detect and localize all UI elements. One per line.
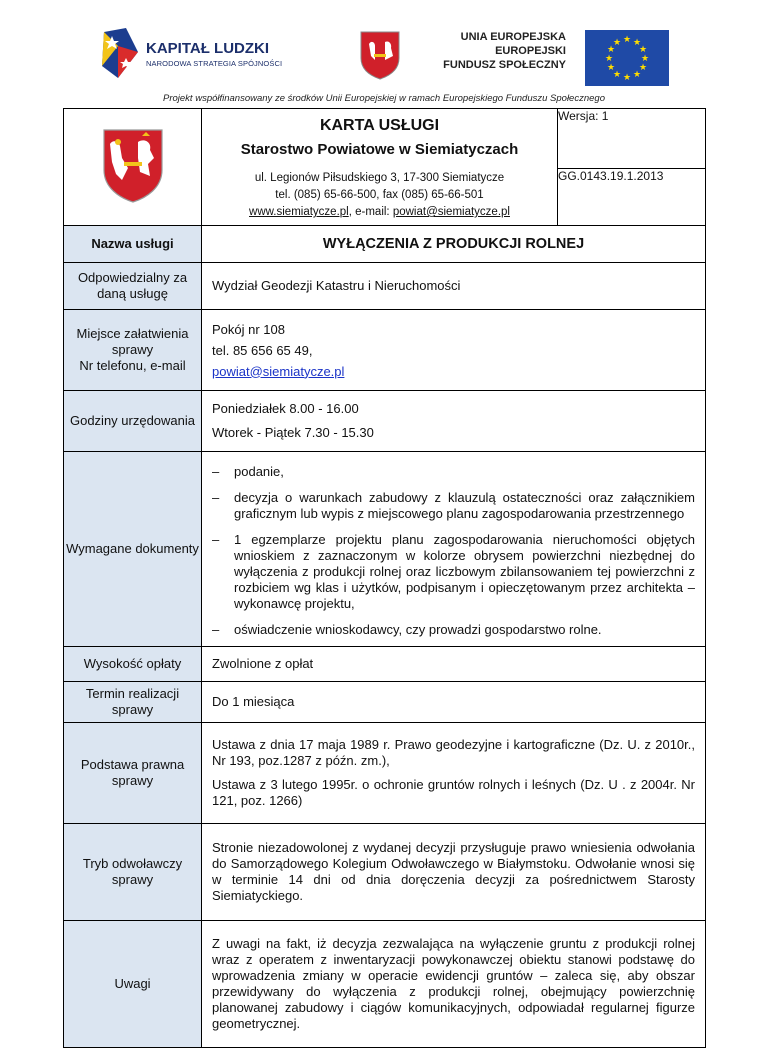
svg-text:★: ★ bbox=[622, 73, 632, 83]
appeal-value: Stronie niezadowolonej z wydanej decyzji przysługuje prawo wniesienia odwołania do Samorządowego Kolegium Odwoławczego w Białymstoku. Odwołanie wnosi się w terminie 14 dni od dnia doręczenia decyzji za pośrednictwem Starosty Siemiatyckiego. bbox=[202, 824, 706, 921]
label-appeal: Tryb odwoławczy sprawy bbox=[64, 824, 202, 921]
office-www-link[interactable]: www.siemiatycze.pl bbox=[249, 206, 349, 218]
document-item: – decyzja o warunkach zabudowy z klauzulą ostateczności oraz załącznikiem graficznym lub wypis z miejscowego planu zagospodarowania przestrzennego bbox=[212, 490, 695, 521]
eu-line-3: FUNDUSZ SPOŁECZNY bbox=[443, 59, 566, 71]
label-notes: Uwagi bbox=[64, 921, 202, 1048]
row-legal-basis bbox=[64, 723, 706, 824]
place-room: Pokój nr 108 bbox=[212, 321, 285, 337]
card-crest-cell bbox=[64, 109, 202, 226]
service-name-value: WYŁĄCZENIA Z PRODUKCJI ROLNEJ bbox=[202, 226, 706, 263]
eu-text bbox=[443, 30, 566, 72]
label-fee: Wysokość opłaty bbox=[64, 647, 202, 682]
office-phone: tel. (085) 65-66-500, fax (085) 65-66-501 bbox=[275, 189, 484, 201]
eu-flag-icon bbox=[585, 30, 669, 86]
top-crest-logo bbox=[359, 30, 401, 85]
row-term bbox=[64, 682, 706, 723]
service-card-table bbox=[63, 108, 706, 1048]
label-service-name: Nazwa usługi bbox=[64, 226, 202, 263]
label-place bbox=[64, 310, 202, 391]
label-hours: Godziny urzędowania bbox=[64, 391, 202, 452]
hours-line-1: Poniedziałek 8.00 - 16.00 bbox=[212, 401, 359, 416]
row-appeal bbox=[64, 824, 706, 921]
row-notes bbox=[64, 921, 706, 1048]
coat-of-arms-icon bbox=[359, 30, 401, 80]
svg-text:★: ★ bbox=[632, 38, 642, 48]
svg-text:★: ★ bbox=[640, 54, 650, 64]
card-title: KARTA USŁUGI bbox=[319, 117, 440, 134]
responsible-value: Wydział Geodezji Katastru i Nieruchomości bbox=[202, 263, 706, 310]
header-logos bbox=[0, 0, 768, 90]
kapital-ludzki-title: KAPITAŁ LUDZKI bbox=[146, 40, 270, 57]
svg-text:★: ★ bbox=[612, 70, 622, 80]
kapital-ludzki-logo bbox=[100, 26, 300, 82]
row-documents bbox=[64, 452, 706, 647]
document-item: – podanie, bbox=[212, 464, 284, 479]
row-hours bbox=[64, 391, 706, 452]
office-contact bbox=[202, 170, 557, 221]
label-term: Termin realizacji sprawy bbox=[64, 682, 202, 723]
svg-text:★: ★ bbox=[632, 70, 642, 80]
fee-value: Zwolnione z opłat bbox=[202, 647, 706, 682]
notes-value: Z uwagi na fakt, iż decyzja zezwalająca na wyłączenie gruntu z produkcji rolnej wraz z operatem z inwentaryzacji powykonawczej obiektu stanowi podstawę do wprowadzenia zmiany w operacie ewidencji gruntów – zaleca się, aby obszar przewidywany do wyłączenia z produkcji rolnej, obejmujący powierzchnię planowanej zabudowy i ciągów komunikacyjnych, odpowiadał regularnej figurze geometrycznej. bbox=[202, 921, 706, 1048]
cofinancing-caption: Projekt współfinansowany ze środków Unii Europejskiej w ramach Europejskiego Funduszu Społecznego bbox=[163, 93, 605, 104]
row-service-name bbox=[64, 226, 706, 263]
document-item: – 1 egzemplarze projektu planu zagospodarowania nieruchomości objętych wnioskiem z zaznaczonym w kolorze obrysem powierzchni niezbędnej do wyłączenia z produkcji rolnej oraz liczbowym zbilansowaniem tej powierzchni z rozbiciem wg klas i użytków, podpisanym i opieczętowanym przez architekta – wykonawcę projektu, bbox=[212, 532, 695, 611]
card-header-row bbox=[64, 109, 706, 169]
svg-text:★: ★ bbox=[606, 63, 616, 73]
svg-text:★: ★ bbox=[606, 45, 616, 55]
email-prefix: , e-mail: bbox=[348, 206, 393, 218]
card-header-main bbox=[202, 109, 558, 226]
label-legal-basis: Podstawa prawna sprawy bbox=[64, 723, 202, 824]
hours-line-2: Wtorek - Piątek 7.30 - 15.30 bbox=[212, 425, 374, 440]
svg-text:★: ★ bbox=[638, 45, 648, 55]
svg-text:★: ★ bbox=[604, 54, 614, 64]
row-responsible bbox=[64, 263, 706, 310]
legal-basis-2: Ustawa z 3 lutego 1995r. o ochronie gruntów rolnych i leśnych (Dz. U . z 2004r. Nr 121, poz. 1266) bbox=[212, 777, 695, 808]
office-web-email bbox=[202, 204, 557, 221]
svg-text:★: ★ bbox=[612, 38, 622, 48]
office-email-link[interactable]: powiat@siemiatycze.pl bbox=[392, 206, 510, 218]
label-place-line-1: Miejsce załatwienia sprawy bbox=[76, 326, 189, 357]
kapital-ludzki-emblem-icon bbox=[100, 26, 144, 82]
place-value bbox=[202, 310, 706, 391]
documents-list bbox=[202, 452, 706, 647]
svg-text:★: ★ bbox=[622, 35, 632, 45]
eu-line-2: EUROPEJSKI bbox=[495, 45, 566, 57]
office-address: ul. Legionów Piłsudskiego 3, 17-300 Siemiatycze bbox=[254, 172, 505, 184]
siemiatycze-crest-icon bbox=[102, 128, 164, 204]
label-responsible: Odpowiedzialny za daną usługę bbox=[64, 263, 202, 310]
label-documents: Wymagane dokumenty bbox=[64, 452, 202, 647]
hours-value bbox=[202, 391, 706, 452]
label-place-line-2: Nr telefonu, e-mail bbox=[79, 358, 186, 373]
row-fee bbox=[64, 647, 706, 682]
office-name: Starostwo Powiatowe w Siemiatyczach bbox=[240, 141, 519, 158]
term-value: Do 1 miesiąca bbox=[202, 682, 706, 723]
document-code: GG.0143.19.1.2013 bbox=[558, 169, 706, 226]
eu-line-1: UNIA EUROPEJSKA bbox=[460, 31, 566, 43]
row-place bbox=[64, 310, 706, 391]
document-item: – oświadczenie wnioskodawcy, czy prowadzi gospodarstwo rolne. bbox=[212, 622, 602, 637]
kapital-ludzki-subtitle: NARODOWA STRATEGIA SPÓJNOŚCI bbox=[146, 59, 283, 68]
version-cell: Wersja: 1 bbox=[558, 109, 706, 169]
svg-text:★: ★ bbox=[638, 63, 648, 73]
place-email-link[interactable]: powiat@siemiatycze.pl bbox=[212, 363, 345, 379]
place-phone: tel. 85 656 65 49, bbox=[212, 342, 313, 358]
legal-basis-1: Ustawa z dnia 17 maja 1989 r. Prawo geodezyjne i kartograficzne (Dz. U. z 2010r., Nr 193, poz.1287 z późn. zm.), bbox=[212, 737, 695, 768]
legal-basis-value bbox=[202, 723, 706, 824]
